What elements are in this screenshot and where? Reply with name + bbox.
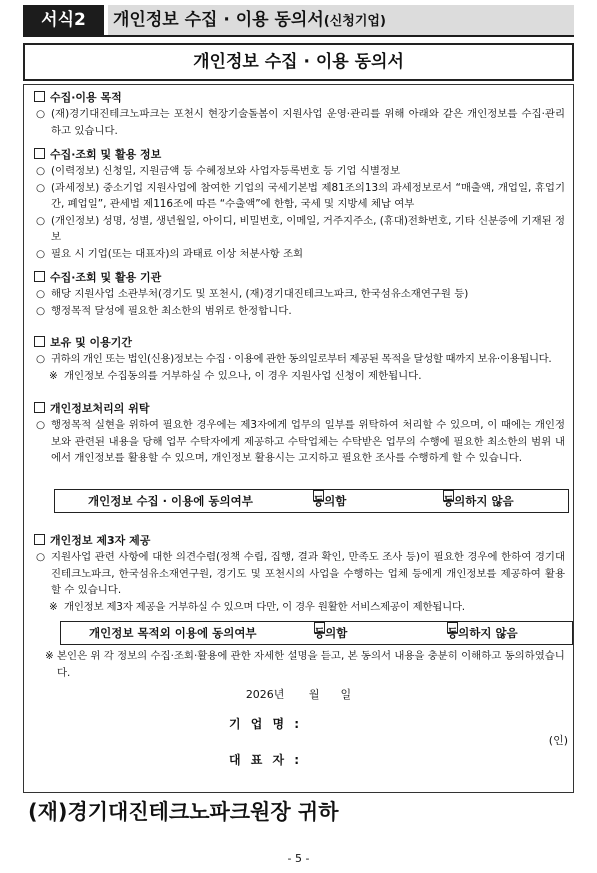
- form-header-title: [108, 5, 574, 35]
- agreement-row-collection: [54, 489, 569, 513]
- circle-bullet-icon: ○: [36, 288, 46, 300]
- form-header: [23, 5, 574, 35]
- list-item: [34, 163, 565, 180]
- disagree-label: 동의하지 않음: [443, 494, 514, 508]
- list-item: [34, 303, 565, 320]
- list-item-text: (이력정보) 신청일, 지원금액 등 수혜정보와 사업자등록번호 등 기업 식별정보: [51, 165, 400, 177]
- list-item: [34, 549, 565, 599]
- note-item: [34, 599, 565, 616]
- checkbox-square-icon: [34, 91, 45, 102]
- note-mark-icon: ※: [49, 600, 58, 613]
- list-item: [34, 106, 565, 139]
- date-month: 월: [308, 688, 320, 701]
- list-item-text: (개인정보) 성명, 성별, 생년월일, 아이디, 비밀번호, 이메일, 거주지주소, (휴대)전화번호, 기타 신분증에 기재된 정보: [51, 214, 565, 243]
- note-text: 개인정보 수집동의를 거부하실 수 있으나, 이 경우 지원사업 신청이 제한됩니다.: [64, 369, 422, 382]
- list-item-text: 행정목적 달성에 필요한 최소한의 범위로 한정합니다.: [51, 304, 292, 317]
- circle-bullet-icon: ○: [36, 214, 46, 227]
- company-name-label: 기 업 명 :: [229, 717, 303, 731]
- final-consent-note: [42, 648, 565, 681]
- circle-bullet-icon: ○: [36, 165, 46, 177]
- list-item-text: 해당 지원사업 소관부처(경기도 및 포천시, (재)경기대진테크노파크, 한국섬유소재연구원 등): [51, 288, 469, 300]
- list-item: [34, 246, 565, 263]
- note-item: [34, 368, 565, 385]
- checkbox-square-icon: [34, 534, 45, 545]
- section-outsourcing: [34, 401, 565, 467]
- circle-bullet-icon: ○: [36, 181, 46, 194]
- list-item-text: 지원사업 관련 사항에 대한 의견수렴(정책 수립, 집행, 결과 확인, 만족도 조사 등)이 필요한 경우에 한하여 경기대진테크노파크, 한국섬유소재연구원, 경기도 및 포천시의 사업을 수행하는 업체 등에게 개인정보를 제공하여 활용할 수 있습니다.: [51, 551, 565, 596]
- agree-label: 동의함: [313, 494, 347, 508]
- circle-bullet-icon: ○: [36, 419, 46, 431]
- list-item-text: 필요 시 기업(또는 대표자)의 과태료 이상 처분사항 조회: [51, 247, 304, 260]
- circle-bullet-icon: ○: [36, 304, 46, 317]
- section-heading: [34, 270, 565, 286]
- list-item-text: (재)경기대진테크노파크는 포천시 현장기술돌봄이 지원사업 운영·관리를 위해 아래와 같은 개인정보를 수집·관리하고 있습니다.: [51, 108, 565, 137]
- date-year: 2026년: [245, 688, 285, 701]
- section-heading-text: 보유 및 이용기간: [50, 336, 133, 349]
- section-heading-text: 개인정보처리의 위탁: [50, 402, 150, 415]
- agreement-label: 개인정보 수집 · 이용에 동의여부: [88, 494, 253, 508]
- consent-date: [24, 686, 573, 702]
- circle-bullet-icon: ○: [36, 353, 45, 365]
- list-item-text: (과세정보) 중소기업 지원사업에 참여한 기업의 국세기본법 제81조의13의 과세정보로서 “매출액, 개업일, 휴업기간, 폐업일”, 관세법 제116조에 따른 “수출액”에 한함, 국세 및 지방세 체납 여부: [51, 181, 565, 210]
- section-heading-text: 수집·조회 및 활용 정보: [50, 148, 162, 161]
- representative-label: 대 표 자 :: [229, 753, 303, 767]
- header-title-text: 개인정보 수집 · 이용 동의서: [113, 10, 324, 30]
- addressee: (재)경기대진테크노파크원장 귀하: [28, 800, 339, 824]
- list-item: [34, 351, 565, 368]
- list-item-text: 행정목적 실현을 위하여 필요한 경우에는 제3자에게 업무의 일부를 위탁하여 처리할 수 있으며, 이 때에는 개인정보와 관련된 내용을 당해 업무 수탁자에게 제공하고 수탁업체는 수탁받은 업무의 수행에 필요한 최소한의 범위 내에서 개인정보를 활용할 수 있으며, 개인정보 활용시는 고지하고 필요한 조사를 수행하게 할 수 있습니다.: [51, 419, 565, 464]
- section-heading: [34, 90, 565, 106]
- section-collected-info: [34, 147, 565, 262]
- circle-bullet-icon: ○: [36, 551, 46, 563]
- section-purpose: [34, 90, 565, 139]
- section-heading-text: 수집·조회 및 활용 기관: [50, 271, 162, 284]
- section-heading-text: 수집·이용 목적: [50, 91, 122, 104]
- section-heading: [34, 533, 565, 549]
- final-note-text: 본인은 위 각 정보의 수집·조회·활용에 관한 자세한 설명을 듣고, 본 동의서 내용을 충분히 이해하고 동의하였습니다.: [57, 650, 565, 679]
- note-mark-icon: ※: [49, 369, 58, 382]
- list-item: [34, 417, 565, 467]
- list-item: [34, 286, 565, 303]
- list-item-text: 귀하의 개인 또는 법인(신용)정보는 수집 · 이용에 관한 동의일로부터 제공된 목적을 달성할 때까지 보유·이용됩니다.: [51, 353, 552, 365]
- section-heading: [34, 335, 565, 351]
- section-heading: [34, 401, 565, 417]
- agree-label: 동의함: [314, 626, 348, 640]
- agreement-label: 개인정보 목적외 이용에 동의여부: [89, 626, 257, 640]
- form-number-tag: 서식2: [23, 5, 104, 35]
- consent-form-body: [23, 84, 574, 793]
- agreement-row-third-party: [60, 621, 573, 645]
- circle-bullet-icon: ○: [36, 108, 46, 120]
- header-title-suffix: (신청기업): [323, 14, 386, 29]
- list-item: [34, 180, 565, 213]
- checkbox-square-icon: [34, 336, 45, 347]
- form-title: 개인정보 수집 · 이용 동의서: [23, 43, 574, 81]
- section-heading: [34, 147, 565, 163]
- page-number: - 5 -: [287, 852, 310, 865]
- section-retention-period: [34, 335, 565, 384]
- seal-mark: (인): [548, 734, 568, 747]
- section-heading-text: 개인정보 제3자 제공: [50, 534, 151, 547]
- section-institutions: [34, 270, 565, 319]
- circle-bullet-icon: ○: [36, 247, 46, 260]
- list-item: [34, 213, 565, 246]
- note-text: 개인정보 제3자 제공을 거부하실 수 있으며 다만, 이 경우 원활한 서비스제공이 제한됩니다.: [64, 600, 465, 613]
- date-day: 일: [340, 688, 352, 701]
- checkbox-square-icon: [34, 271, 45, 282]
- header-underline: [23, 35, 574, 37]
- section-third-party: [34, 533, 565, 615]
- note-mark-icon: ※: [45, 650, 54, 662]
- disagree-label: 동의하지 않음: [447, 626, 518, 640]
- checkbox-square-icon: [34, 402, 45, 413]
- checkbox-square-icon: [34, 148, 45, 159]
